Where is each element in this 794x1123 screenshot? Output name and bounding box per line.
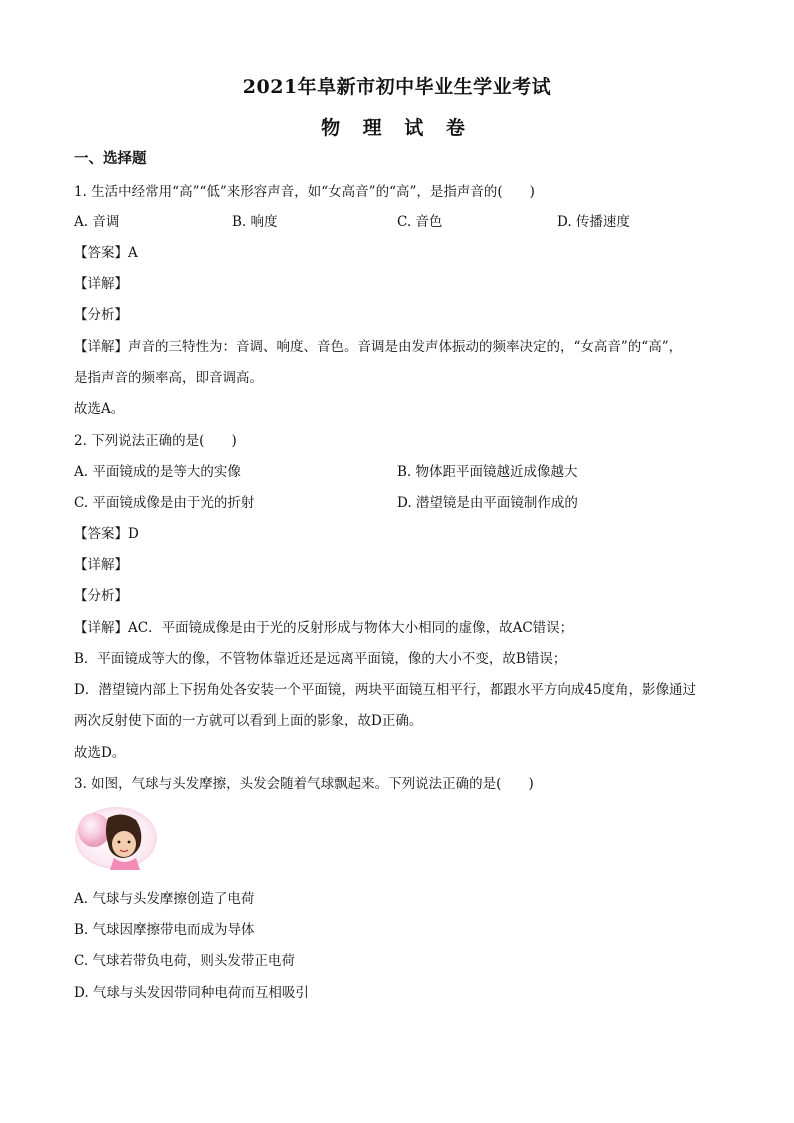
q2-answer: D bbox=[128, 526, 139, 542]
q2-conclusion: 故选D。 bbox=[74, 745, 126, 761]
q2-stem: 2. 下列说法正确的是( ) bbox=[74, 433, 237, 449]
q3-stem: 3. 如图，气球与头发摩擦，头发会随着气球飘起来。下列说法正确的是( ) bbox=[74, 776, 534, 792]
q1-conclusion: 故选A。 bbox=[74, 401, 125, 417]
q3-option-b: B. 气球因摩擦带电而成为导体 bbox=[74, 922, 255, 938]
q2-detail-tag: 【详解】 bbox=[74, 557, 128, 573]
answer-tag: 【答案】 bbox=[74, 526, 128, 542]
section-heading: 一、选择题 bbox=[74, 150, 147, 167]
q2-option-b: B. 物体距平面镜越近成像越大 bbox=[397, 464, 578, 480]
q1-option-c: C. 音色 bbox=[397, 214, 443, 230]
q1-stem: 1. 生活中经常用“高”“低”来形容声音，如“女高音”的“高”，是指声音的( ) bbox=[74, 184, 535, 200]
answer-tag: 【答案】 bbox=[74, 245, 128, 261]
q2-analysis-tag: 【分析】 bbox=[74, 588, 128, 604]
q3-option-d: D. 气球与头发因带同种电荷而互相吸引 bbox=[74, 985, 309, 1001]
q1-explanation-2: 是指声音的频率高，即音调高。 bbox=[74, 370, 263, 386]
q2-explanation-3: D．潜望镜内部上下拐角处各安装一个平面镜，两块平面镜互相平行，都跟水平方向成45度角，影像通过 bbox=[74, 682, 697, 698]
exam-title: 2021年阜新市初中毕业生学业考试 bbox=[242, 76, 552, 98]
q1-explanation-1: 【详解】声音的三特性为：音调、响度、音色。音调是由发声体振动的频率决定的，“女高音”的“高”， bbox=[74, 339, 683, 355]
q1-option-a: A. 音调 bbox=[74, 214, 120, 230]
q1-analysis-tag: 【分析】 bbox=[74, 307, 128, 323]
q2-explanation-2: B．平面镜成等大的像，不管物体靠近还是远离平面镜，像的大小不变，故B错误； bbox=[74, 651, 567, 667]
q1-option-d: D. 传播速度 bbox=[557, 214, 630, 230]
q1-answer-line bbox=[74, 244, 138, 262]
q1-option-b: B. 响度 bbox=[232, 214, 278, 230]
q2-option-c: C. 平面镜成像是由于光的折射 bbox=[74, 495, 255, 511]
q2-option-d: D. 潜望镜是由平面镜制作成的 bbox=[397, 495, 578, 511]
q2-answer-line bbox=[74, 525, 139, 543]
q2-option-a: A. 平面镜成的是等大的实像 bbox=[74, 464, 241, 480]
q1-detail-tag: 【详解】 bbox=[74, 276, 128, 292]
q3-option-a: A. 气球与头发摩擦创造了电荷 bbox=[74, 891, 255, 907]
q1-answer: A bbox=[128, 245, 138, 261]
exam-subtitle: 物 理 试 卷 bbox=[321, 117, 473, 139]
q3-option-c: C. 气球若带负电荷，则头发带正电荷 bbox=[74, 953, 295, 969]
balloon-hair-illustration bbox=[74, 806, 158, 870]
q2-explanation-1: 【详解】AC．平面镜成像是由于光的反射形成与物体大小相同的虚像，故AC错误； bbox=[74, 620, 574, 636]
q2-explanation-4: 两次反射使下面的一方就可以看到上面的影象，故D正确。 bbox=[74, 713, 423, 729]
